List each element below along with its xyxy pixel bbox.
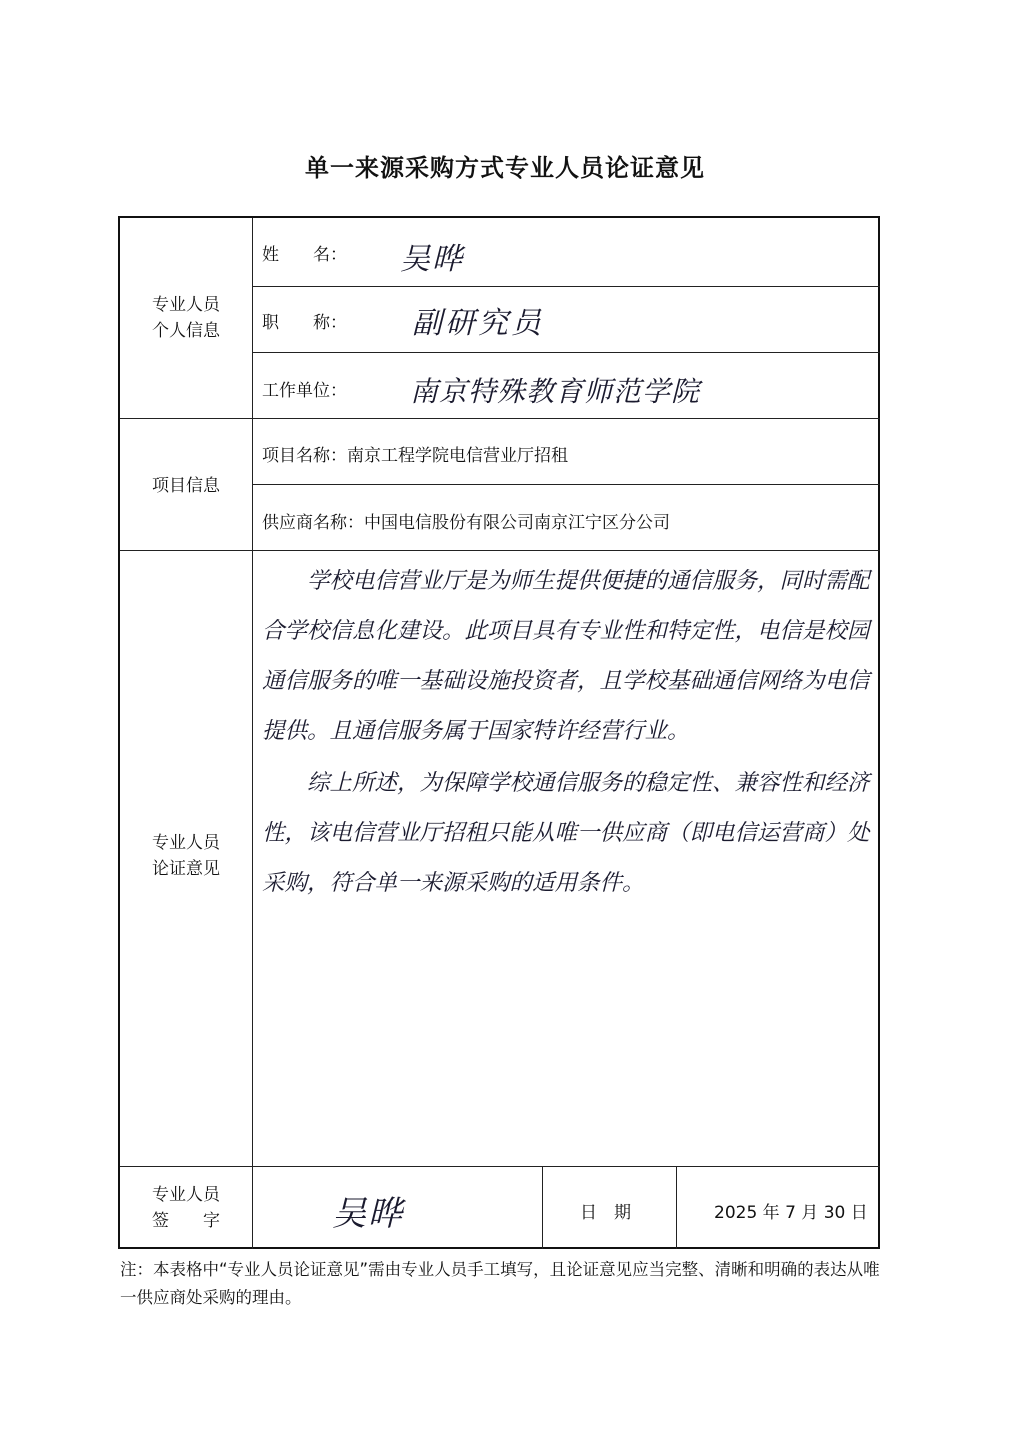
opinion-body [262, 556, 874, 908]
supplier-label: 供应商名称： [262, 513, 364, 533]
signature-divider-1 [542, 1166, 543, 1249]
org-handwritten: 南京特殊教育师范学院 [410, 375, 701, 408]
supplier-row [262, 508, 670, 533]
opinion-label-line1: 专业人员 [152, 833, 220, 853]
date-label: 日 期 [580, 1203, 631, 1223]
column-divider [252, 218, 253, 1249]
personal-info-label-line2: 个人信息 [152, 321, 220, 341]
opinion-paragraph-1: 学校电信营业厅是为师生提供便捷的通信服务，同时需配合学校信息化建设。此项目具有专业性和特定性，电信是校园通信服务的唯一基础设施投资者，且学校基础通信网络为电信提供。且通信服务属于国家特许经营行业。 [262, 568, 870, 744]
opinion-paragraph-2: 综上所述，为保障学校通信服务的稳定性、兼容性和经济性，该电信营业厅招租只能从唯一供应商（即电信运营商）处采购，符合单一来源采购的适用条件。 [262, 770, 870, 896]
page-title: 单一来源采购方式专业人员论证意见 [305, 154, 705, 182]
name-label: 姓 名： [262, 245, 347, 265]
date-value: 2025 年 7 月 30 日 [714, 1203, 868, 1223]
section-divider-personal-project [120, 418, 880, 419]
footnote: 注：本表格中“专业人员论证意见”需由专业人员手工填写，且论证意见应当完整、清晰和明确的表达从唯一供应商处采购的理由。 [120, 1260, 880, 1307]
personal-info-label [120, 292, 252, 344]
signature-handwritten: 吴晔 [332, 1194, 404, 1234]
row-divider-project-supplier [252, 484, 880, 485]
row-divider-title-org [252, 352, 880, 353]
opinion-label-line2: 论证意见 [152, 859, 220, 879]
signature-divider-2 [676, 1166, 677, 1249]
title-handwritten: 副研究员 [412, 306, 544, 341]
signature-label-line2: 签 字 [152, 1211, 220, 1231]
personal-info-label-line1: 专业人员 [152, 295, 220, 315]
opinion-label [120, 830, 252, 882]
signature-label [120, 1182, 252, 1234]
signature-label-line1: 专业人员 [152, 1185, 220, 1205]
project-name-value: 南京工程学院电信营业厅招租 [347, 446, 568, 466]
project-info-label: 项目信息 [152, 476, 220, 496]
project-name-label: 项目名称： [262, 446, 347, 466]
org-label: 工作单位： [262, 381, 347, 401]
row-divider-name-title [252, 286, 880, 287]
section-divider-opinion-signature [120, 1166, 880, 1167]
project-name-row [262, 441, 568, 466]
name-handwritten: 吴晔 [400, 242, 464, 277]
supplier-value: 中国电信股份有限公司南京江宁区分公司 [364, 513, 670, 533]
section-divider-project-opinion [120, 550, 880, 551]
title-label: 职 称： [262, 313, 347, 333]
